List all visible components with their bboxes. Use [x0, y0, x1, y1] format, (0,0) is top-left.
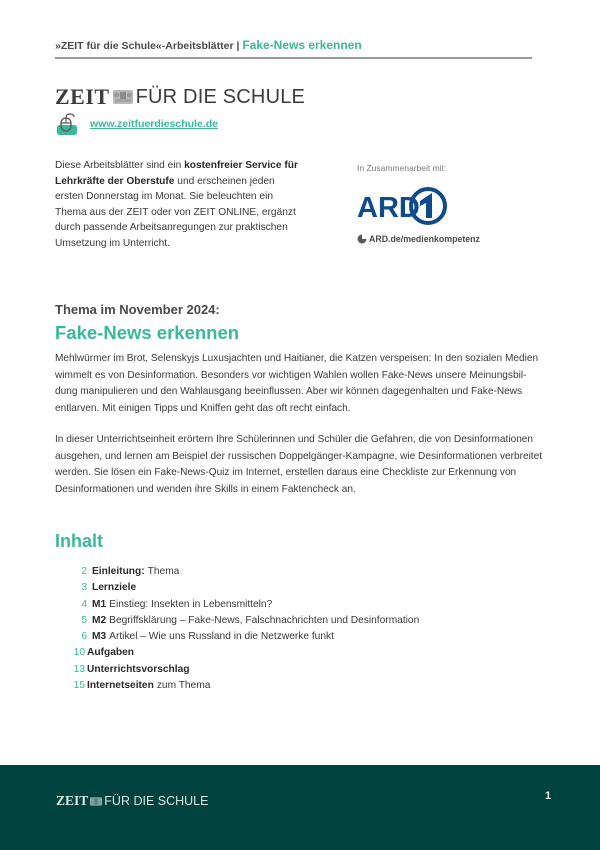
website-link[interactable]: www.zeitfuerdieschule.de	[90, 118, 218, 130]
ard-link-icon	[357, 234, 367, 244]
zeit-crest-icon	[89, 796, 103, 807]
toc-bold: M3	[92, 631, 107, 643]
toc-rest: zum Thema	[156, 680, 211, 692]
toc-item[interactable]	[72, 597, 419, 613]
toc-page: 6	[81, 631, 87, 643]
intro-bold: kostenfreier Service für Lehrkräfte der Oberstufe	[55, 160, 298, 187]
toc-rest: Begriffsklärung – Fake-News, Falschnachrichten und Desinformation	[109, 614, 420, 626]
toc-page: 2	[81, 566, 87, 577]
topic-paragraph-2: In dieser Unterrichtseinheit erörtern Ihre Schülerinnen und Schüler die Gefahren, die von Desinformationen ausgehen, und lernen am Beispiel der russischen Doppelgänger-Kampagne, wie Desinformationen verbreitet werden. Sie lösen ein Fake-News-Quiz im Internet, erstellen daraus eine Checkliste zur Erkennung von Desinformationen und wenden ihre Skills in einem Faktencheck an.	[55, 434, 543, 496]
toc-rest: Thema	[147, 566, 180, 577]
toc-bold: M2	[92, 614, 107, 626]
header-divider	[55, 57, 532, 59]
toc-item[interactable]	[72, 645, 419, 661]
toc-item[interactable]	[72, 613, 419, 629]
header-series: »ZEIT für die Schule«-Arbeitsblätter |	[55, 40, 240, 52]
toc-page: 15	[73, 680, 85, 692]
footer-logo-zeit: ZEIT	[56, 793, 89, 808]
footer-logo	[56, 793, 208, 809]
partner-label: In Zusammenarbeit mit:	[357, 163, 447, 173]
topic-title: Fake-News erkennen	[55, 322, 240, 343]
zeit-crest-icon	[112, 88, 134, 106]
footer-logo-fuer-die-schule: FÜR DIE SCHULE	[104, 794, 209, 808]
toc-bold: Einleitung:	[92, 566, 145, 577]
ard-logo-text: ARD	[357, 192, 420, 224]
topic-paragraph-1: Mehlwürmer im Brot, Selenskyjs Luxusjachten und Haitianer, die Katzen verspeisen: In den sozialen Medien wimmelt es von Desinformation. Besonders vor wichtigen Wahlen wollen Fake-News unsere Meinungsbildung manipulieren und den Wahlausgang beeinflussen. Aber wir können dagegenhalten und Fake-News entlarven. Mit einigen Tipps und Kniffen geht das oft recht einfach.	[55, 353, 539, 415]
header-topic: Fake-News erkennen	[242, 38, 362, 52]
toc-page: 10	[73, 647, 85, 659]
ard-logo	[357, 184, 449, 228]
toc-bold: Lernziele	[92, 582, 137, 594]
page-number: 1	[545, 790, 552, 802]
running-header	[55, 38, 532, 52]
logo-zeit: ZEIT	[55, 84, 110, 109]
toc-bold: Aufgaben	[87, 647, 134, 659]
zeit-fuer-die-schule-logo	[55, 84, 305, 110]
page-footer	[0, 765, 600, 850]
toc-page: 3	[81, 582, 87, 594]
toc-item[interactable]	[72, 678, 419, 694]
table-of-contents	[72, 564, 419, 694]
intro-part1: Diese Arbeitsblätter sind ein	[55, 160, 185, 171]
toc-item[interactable]	[72, 662, 419, 678]
toc-page: 5	[81, 614, 87, 626]
toc-rest: Einstieg: Insekten in Lebensmitteln?	[109, 598, 273, 610]
toc-page: 13	[73, 663, 85, 675]
contents-title: Inhalt	[55, 531, 103, 551]
intro-part2: und erscheinen jeden ersten Donnerstag im Monat. Sie beleuchten ein Thema aus der ZEIT oder von ZEIT ONLINE, ergänzt durch passende Arbeitsanregungen zur praktischen Umsetzung im Unterricht.	[55, 175, 296, 249]
ard-link[interactable]	[357, 234, 480, 244]
topic-month-label: Thema im November 2024:	[55, 302, 220, 317]
toc-bold: Internetseiten	[87, 680, 154, 692]
toc-item[interactable]	[72, 564, 419, 580]
intro-text	[55, 158, 305, 251]
ard-link-text: ARD.de/medienkompetenz	[369, 234, 480, 244]
toc-page: 4	[81, 598, 87, 610]
website-row	[55, 112, 218, 136]
toc-item[interactable]	[72, 580, 419, 596]
toc-bold: Unterrichtsvorschlag	[87, 663, 190, 675]
toc-bold: M1	[92, 598, 107, 610]
toc-rest: Artikel – Wie uns Russland in die Netzwerke funkt	[109, 631, 334, 643]
logo-fuer-die-schule: FÜR DIE SCHULE	[135, 85, 306, 108]
toc-item[interactable]	[72, 629, 419, 645]
computer-mouse-icon	[55, 112, 79, 136]
